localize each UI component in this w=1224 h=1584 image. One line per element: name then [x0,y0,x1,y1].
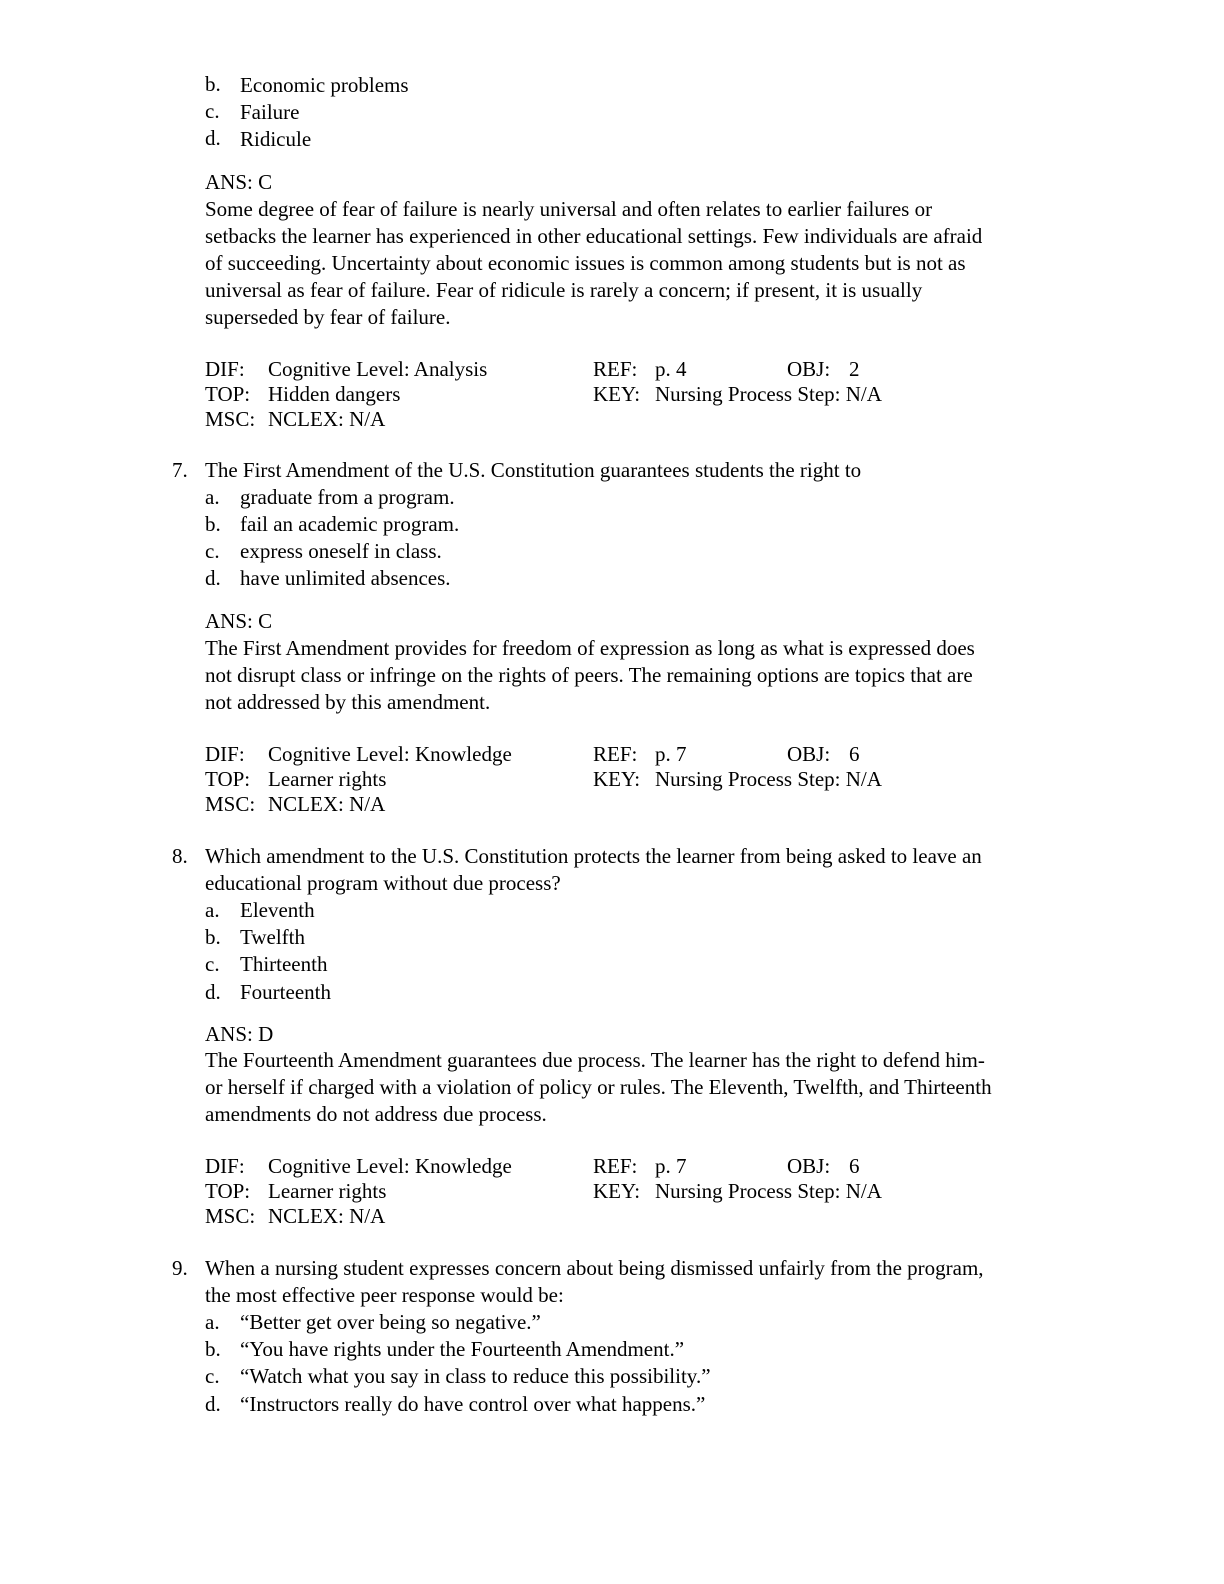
option-text: Failure [240,100,300,124]
obj-label: OBJ: [787,1154,831,1178]
dif-value: Cognitive Level: Analysis [268,357,488,381]
option-letter: c. [205,99,220,123]
ref-label: REF: [593,357,638,381]
key-value: Nursing Process Step: N/A [655,1179,882,1203]
ref-label: REF: [593,742,638,766]
msc-label: MSC: [205,792,256,816]
option-text: fail an academic program. [240,512,460,536]
rationale-line: or herself if charged with a violation of policy or rules. The Eleventh, Twelfth, and Thirteenth [205,1075,992,1099]
rationale-line: superseded by fear of failure. [205,305,451,329]
dif-label: DIF: [205,742,245,766]
option-letter: a. [205,1310,220,1334]
question-stem: educational program without due process? [205,871,561,895]
option-letter: d. [205,126,221,150]
rationale-line: The First Amendment provides for freedom of expression as long as what is expressed does [205,636,975,660]
top-label: TOP: [205,382,251,406]
answer: ANS: C [205,170,273,194]
rationale-line: of succeeding. Uncertainty about economic issues is common among students but is not as [205,251,966,275]
msc-value: NCLEX: N/A [268,407,386,431]
msc-label: MSC: [205,407,256,431]
option-letter: c. [205,539,220,563]
dif-label: DIF: [205,1154,245,1178]
top-value: Learner rights [268,767,387,791]
option-letter: a. [205,898,220,922]
option-letter: a. [205,485,220,509]
option-text: Eleventh [240,898,315,922]
rationale-line: not addressed by this amendment. [205,690,491,714]
top-label: TOP: [205,1179,251,1203]
obj-label: OBJ: [787,357,831,381]
option-text: Twelfth [240,925,306,949]
option-letter: d. [205,566,221,590]
option-text: express oneself in class. [240,539,442,563]
option-text: “You have rights under the Fourteenth Amendment.” [240,1337,685,1361]
dif-label: DIF: [205,357,245,381]
ref-label: REF: [593,1154,638,1178]
key-value: Nursing Process Step: N/A [655,382,882,406]
top-label: TOP: [205,767,251,791]
ref-value: p. 7 [655,1154,687,1178]
top-value: Learner rights [268,1179,387,1203]
option-letter: b. [205,925,221,949]
key-value: Nursing Process Step: N/A [655,767,882,791]
rationale-line: not disrupt class or infringe on the rights of peers. The remaining options are topics that are [205,663,973,687]
option-text: Fourteenth [240,980,331,1004]
dif-value: Cognitive Level: Knowledge [268,1154,512,1178]
option-letter: c. [205,952,220,976]
rationale-line: Some degree of fear of failure is nearly universal and often relates to earlier failures or [205,197,933,221]
dif-value: Cognitive Level: Knowledge [268,742,512,766]
option-letter: b. [205,1337,221,1361]
question-number: 9. [172,1256,188,1280]
msc-value: NCLEX: N/A [268,792,386,816]
question-stem: The First Amendment of the U.S. Constitution guarantees students the right to [205,458,862,482]
key-label: KEY: [593,767,641,791]
option-letter: b. [205,512,221,536]
question-stem: When a nursing student expresses concern about being dismissed unfairly from the program, [205,1256,984,1280]
option-letter: d. [205,980,221,1004]
question-number: 8. [172,844,188,868]
obj-label: OBJ: [787,742,831,766]
answer: ANS: C [205,609,273,633]
question-number: 7. [172,458,188,482]
option-text: have unlimited absences. [240,566,451,590]
option-text: Economic problems [240,73,409,97]
rationale-line: amendments do not address due process. [205,1102,547,1126]
obj-value: 6 [849,742,860,766]
msc-label: MSC: [205,1204,256,1228]
rationale-line: The Fourteenth Amendment guarantees due process. The learner has the right to defend him- [205,1048,985,1072]
ref-value: p. 7 [655,742,687,766]
option-text: “Better get over being so negative.” [240,1310,541,1334]
option-text: graduate from a program. [240,485,455,509]
option-letter: c. [205,1364,220,1388]
key-label: KEY: [593,1179,641,1203]
option-text: “Instructors really do have control over what happens.” [240,1392,706,1416]
option-letter: b. [205,72,221,96]
top-value: Hidden dangers [268,382,401,406]
ref-value: p. 4 [655,357,687,381]
obj-value: 6 [849,1154,860,1178]
question-stem: the most effective peer response would be: [205,1283,564,1307]
msc-value: NCLEX: N/A [268,1204,386,1228]
key-label: KEY: [593,382,641,406]
obj-value: 2 [849,357,860,381]
option-letter: d. [205,1392,221,1416]
rationale-line: universal as fear of failure. Fear of ridicule is rarely a concern; if present, it is usually [205,278,923,302]
option-text: Thirteenth [240,952,328,976]
option-text: Ridicule [240,127,312,151]
option-text: “Watch what you say in class to reduce this possibility.” [240,1364,711,1388]
answer: ANS: D [205,1022,274,1046]
question-stem: Which amendment to the U.S. Constitution protects the learner from being asked to leave an [205,844,982,868]
rationale-line: setbacks the learner has experienced in other educational settings. Few individuals are afraid [205,224,983,248]
